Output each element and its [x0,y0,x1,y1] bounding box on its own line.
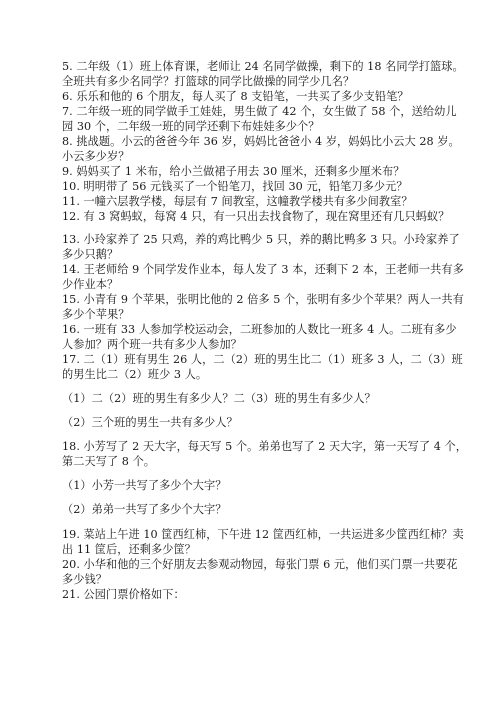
problem-20-line-1: 20. 小华和他的三个好朋友去参观动物园，每张门票 6 元，他们买门票一共要花 [62,558,458,571]
problem-8-line-2: 小云多少岁？ [62,150,130,163]
problem-14-line-1: 14. 王老师给 9 个同学发作业本，每人发了 3 本，还剩下 2 本，王老师一共有多 [62,263,464,276]
problem-17-line-1: 17. 二（1）班有男生 26 人，二（2）班的男生比二（1）班多 3 人，二（3）班 [62,353,463,366]
problem-13-line-2: 多少只鹅？ [62,248,119,261]
problem-19-line-2: 出 11 筐后，还剩多少筐？ [62,543,196,556]
problem-5-line-1: 5. 二年级（1）班上体育课，老师让 24 名同学做操，剩下的 18 名同学打篮球。 [62,60,464,73]
problem-18-line-2: 第二天写了 8 个。 [62,455,156,468]
problem-15-line-2: 多少个苹果？ [62,308,130,321]
problem-18-part-1: （1）小芳一共写了多少个大字？ [62,479,227,492]
problem-14-line-2: 少作业本？ [62,278,119,291]
problem-10: 10. 明明带了 56 元钱买了一个铅笔刀，找回 30 元，铅笔刀多少元？ [62,180,408,193]
problem-16-line-1: 16. 一班有 33 人参加学校运动会，二班参加的人数比一班多 4 人。二班有多少 [62,323,457,336]
problem-18-part-2: （2）弟弟一共写了多少个大字？ [62,503,227,516]
problem-21: 21. 公园门票价格如下： [62,588,185,601]
problem-8-line-1: 8. 挑战题。小云的爸爸今年 36 岁，妈妈比爸爸小 4 岁，妈妈比小云大 28 岁。 [62,135,460,148]
problem-18-line-1: 18. 小芳写了 2 天大字，每天写 5 个。弟弟也写了 2 天大字，第一天写了 4 个， [62,440,467,453]
problem-5-line-2: 全班共有多少名同学？打篮球的同学比做操的同学少几名？ [62,75,355,88]
problem-16-line-2: 人参加？两个班一共有多少人参加？ [62,338,242,351]
problem-11: 11. 一幢六层教学楼，每层有 7 间教室，这幢教学楼共有多少间教室？ [62,195,413,208]
problem-17-part-1: （1）二（2）班的男生有多少人？二（3）班的男生有多少人？ [62,392,376,405]
problem-9: 9. 妈妈买了 1 米布，给小兰做裙子用去 30 厘米，还剩多少厘米布？ [62,165,405,178]
problem-12: 12. 有 3 窝蚂蚁，每窝 4 只，有一只出去找食物了，现在窝里还有几只蚂蚁？ [62,210,450,223]
problem-17-part-2: （2）三个班的男生一共有多少人？ [62,416,238,429]
problem-13-line-1: 13. 小玲家养了 25 只鸡，养的鸡比鸭少 5 只，养的鹅比鸭多 3 只。小玲家养了 [62,233,460,246]
problem-20-line-2: 多少钱？ [62,573,107,586]
problem-15-line-1: 15. 小青有 9 个苹果，张明比他的 2 倍多 5 个，张明有多少个苹果？两人一共有 [62,293,464,306]
problem-7-line-2: 园 30 个，二年级一班的同学还剩下布娃娃多少个？ [62,120,320,133]
problem-17-line-2: 的男生比二（2）班少 3 人。 [62,368,208,381]
problem-7-line-1: 7. 二年级一班的同学做手工娃娃，男生做了 42 个，女生做了 58 个，送给幼儿 [62,105,457,118]
problem-19-line-1: 19. 菜站上午进 10 筐西红柿，下午进 12 筐西红柿，一共运进多少筐西红柿？卖 [62,528,464,541]
problem-6: 6. 乐乐和他的 6 个朋友，每人买了 8 支铅笔，一共买了多少支铅笔？ [62,90,409,103]
